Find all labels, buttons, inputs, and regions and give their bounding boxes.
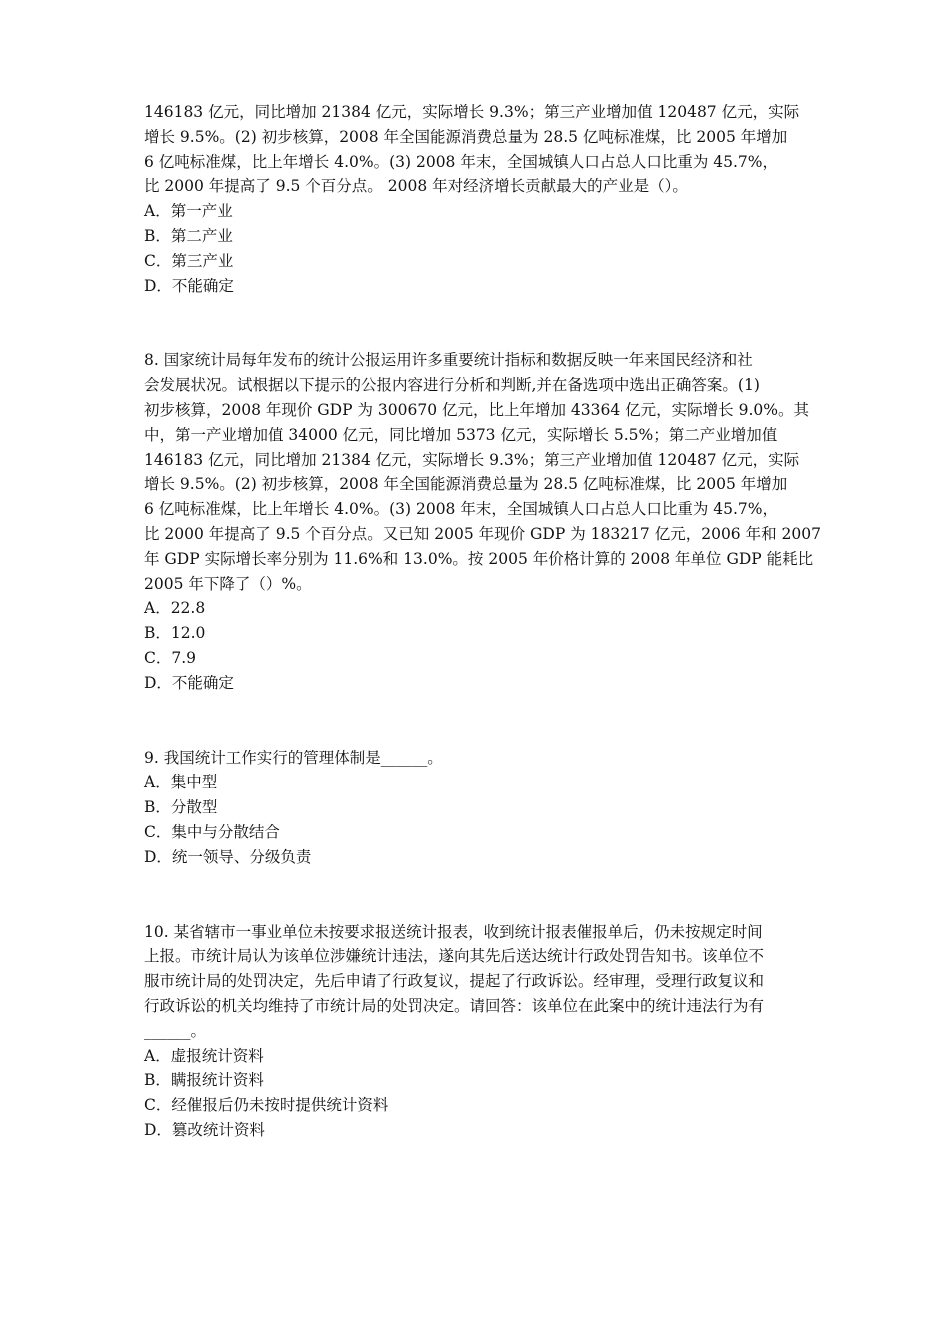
answer-option-b: B．瞒报统计资料: [144, 1071, 264, 1090]
answer-option-a: A．集中型: [144, 773, 218, 792]
answer-option-c: C．经催报后仍未按时提供统计资料: [144, 1096, 389, 1115]
question-text-line: 146183 亿元，同比增加 21384 亿元，实际增长 9.3%；第三产业增加值 120487 亿元，实际: [144, 103, 800, 121]
question-text-line: 10. 某省辖市一事业单位未按要求报送统计报表，收到统计报表催报单后，仍未按规定时间: [144, 922, 763, 941]
question-text-line: 初步核算，2008 年现价 GDP 为 300670 亿元，比上年增加 43364 亿元，实际增长 9.0%。其: [144, 400, 809, 419]
question-continuation: [144, 100, 814, 298]
question-text-line: 增长 9.5%。(2) 初步核算，2008 年全国能源消费总量为 28.5 亿吨标准煤，比 2005 年增加: [144, 127, 788, 146]
question-10: [144, 920, 814, 1143]
answer-option-c: C．7.9: [144, 648, 197, 667]
answer-option-d: D．不能确定: [144, 673, 234, 692]
question-text-line: 年 GDP 实际增长率分别为 11.6%和 13.0%。按 2005 年价格计算的 2008 年单位 GDP 能耗比: [144, 549, 814, 568]
answer-option-b: B．分散型: [144, 798, 218, 817]
question-text-line: 增长 9.5%。(2) 初步核算，2008 年全国能源消费总量为 28.5 亿吨标准煤，比 2005 年增加: [144, 475, 788, 494]
answer-option-b: B．12.0: [144, 624, 206, 643]
question-text-line: 比 2000 年提高了 9.5 个百分点。又已知 2005 年现价 GDP 为 183217 亿元，2006 年和 2007: [144, 524, 821, 543]
question-text-line: 6 亿吨标准煤，比上年增长 4.0%。(3) 2008 年末，全国城镇人口占总人口比重为 45.7%，: [144, 500, 779, 519]
question-text-line: 会发展状况。试根据以下提示的公报内容进行分析和判断,并在备选项中选出正确答案。(1): [144, 376, 760, 395]
question-text-line: 9. 我国统计工作实行的管理体制是______。: [144, 748, 443, 767]
document-page: [144, 100, 821, 1143]
question-text-line: 8. 国家统计局每年发布的统计公报运用许多重要统计指标和数据反映一年来国民经济和社: [144, 351, 753, 370]
answer-option-c: C．第三产业: [144, 251, 234, 270]
question-text-line: ______。: [144, 1021, 207, 1040]
answer-option-a: A．虚报统计资料: [144, 1046, 264, 1065]
question-text-line: 比 2000 年提高了 9.5 个百分点。 2008 年对经济增长贡献最大的产业是（）。: [144, 177, 688, 196]
answer-option-b: B．第二产业: [144, 226, 233, 245]
answer-option-d: D．篡改统计资料: [144, 1120, 265, 1139]
answer-option-d: D．不能确定: [144, 276, 234, 295]
answer-option-a: A．22.8: [144, 599, 206, 618]
question-text-line: 中，第一产业增加值 34000 亿元，同比增加 5373 亿元，实际增长 5.5%；第二产业增加值: [144, 425, 778, 444]
answer-option-c: C．集中与分散结合: [144, 822, 280, 841]
question-text-line: 上报。市统计局认为该单位涉嫌统计违法，遂向其先后送达统计行政处罚告知书。该单位不: [144, 947, 765, 966]
question-text-line: 行政诉讼的机关均维持了市统计局的处罚决定。请回答：该单位在此案中的统计违法行为有: [144, 996, 765, 1015]
question-text-line: 2005 年下降了（）%。: [144, 574, 312, 593]
question-text-line: 146183 亿元，同比增加 21384 亿元，实际增长 9.3%；第三产业增加值 120487 亿元，实际: [144, 450, 800, 469]
question-8: [144, 348, 821, 695]
answer-option-d: D．统一领导、分级负责: [144, 847, 312, 866]
question-text-line: 服市统计局的处罚决定，先后申请了行政复议，提起了行政诉讼。经审理，受理行政复议和: [144, 972, 765, 991]
question-9: [144, 746, 814, 870]
answer-option-a: A．第一产业: [144, 202, 233, 221]
question-text-line: 6 亿吨标准煤，比上年增长 4.0%。(3) 2008 年末，全国城镇人口占总人口比重为 45.7%，: [144, 152, 779, 171]
